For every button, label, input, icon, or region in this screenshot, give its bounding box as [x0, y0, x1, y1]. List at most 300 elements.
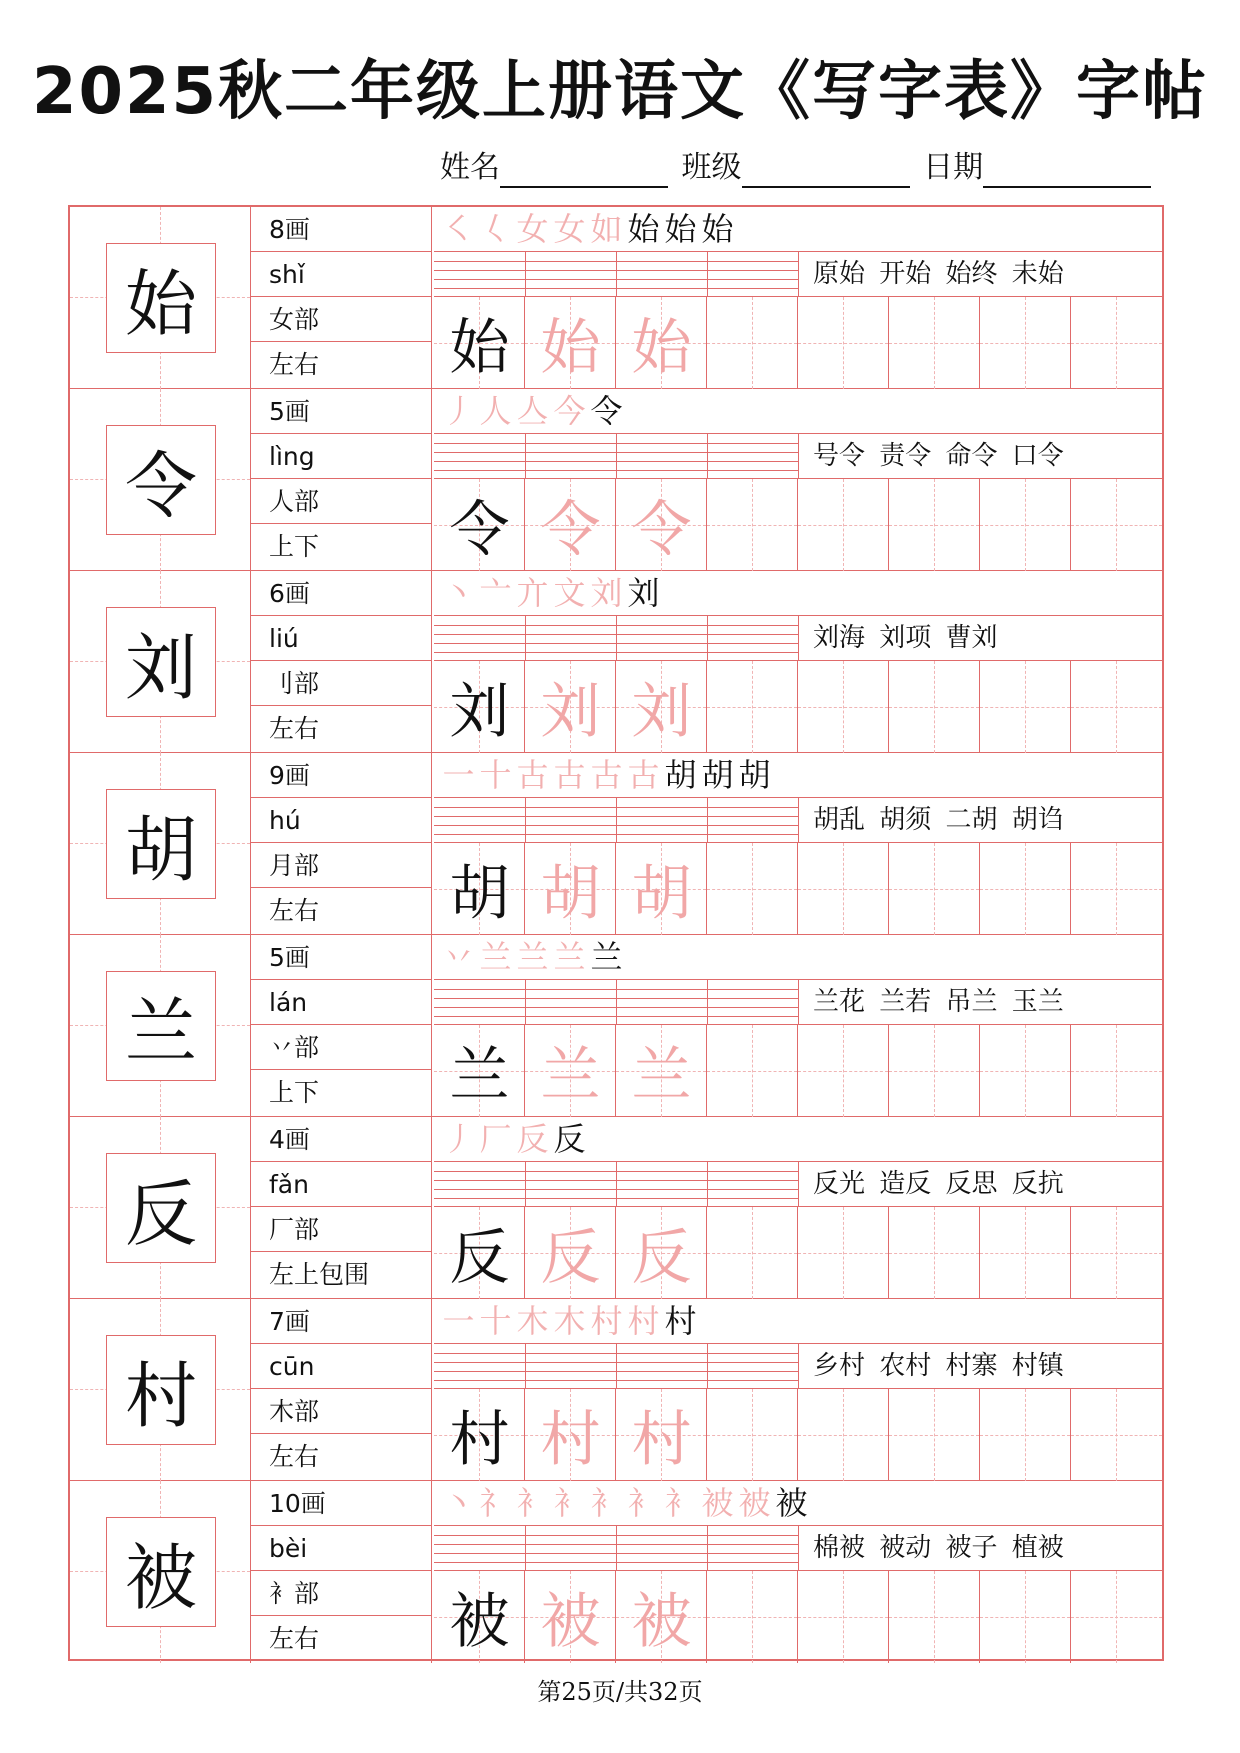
- class-label: 班级: [681, 150, 742, 185]
- writing-cell[interactable]: [798, 1389, 889, 1481]
- stroke-step: 衤: [553, 1484, 586, 1522]
- stroke-step: 十: [479, 1302, 512, 1340]
- stroke-step: 被: [738, 1484, 771, 1522]
- guide-line: [934, 479, 935, 571]
- stroke-step: 古: [553, 756, 586, 794]
- stroke-step: 始: [664, 210, 697, 248]
- writing-cell[interactable]: [525, 1389, 616, 1481]
- guide-line: [752, 1389, 753, 1481]
- pinyin-divider: [525, 798, 526, 842]
- pinyin: lán: [251, 980, 431, 1025]
- model-char: 被: [106, 1517, 216, 1627]
- writing-cell[interactable]: [1071, 479, 1162, 571]
- guide-line: [934, 1207, 935, 1299]
- stroke-step: 丷: [442, 938, 475, 976]
- guide-line: [843, 1389, 844, 1481]
- char-info: [251, 753, 432, 935]
- writing-cell[interactable]: [525, 479, 616, 571]
- guide-line: [843, 843, 844, 935]
- pinyin-divider: [616, 252, 617, 296]
- vocab-words: 原始 开始 始终 未始: [798, 252, 1162, 297]
- trace-char: 刘: [631, 677, 692, 747]
- writing-cell[interactable]: [889, 1025, 980, 1117]
- pinyin-divider: [616, 1344, 617, 1388]
- stroke-step: 胡: [664, 756, 697, 794]
- stroke-count: 9画: [251, 753, 431, 798]
- stroke-step: 兰: [479, 938, 512, 976]
- example-char: 村: [449, 1405, 510, 1475]
- pinyin-divider: [525, 1162, 526, 1206]
- guide-line: [1116, 843, 1117, 935]
- stroke-order: [434, 571, 1162, 616]
- writing-cell[interactable]: [434, 297, 525, 389]
- page-title: 2025秋二年级上册语文《写字表》字帖: [31, 55, 1209, 129]
- writing-cell[interactable]: [1071, 297, 1162, 389]
- writing-cell[interactable]: [525, 843, 616, 935]
- trace-char: 胡: [540, 859, 601, 929]
- pinyin-divider: [707, 252, 708, 296]
- pinyin-divider: [616, 798, 617, 842]
- radical: 刂部: [251, 661, 431, 706]
- writing-cell[interactable]: [889, 297, 980, 389]
- guide-line: [752, 1571, 753, 1663]
- pinyin-lines[interactable]: [434, 798, 798, 843]
- char-row: [70, 207, 1162, 389]
- writing-cell[interactable]: [889, 843, 980, 935]
- writing-cell[interactable]: [616, 1571, 707, 1663]
- stroke-step: 兰: [553, 938, 586, 976]
- pinyin: hú: [251, 798, 431, 843]
- stroke-step: 𡿨: [479, 210, 512, 248]
- pinyin-divider: [616, 616, 617, 660]
- structure: 左右: [269, 350, 320, 379]
- example-char: 被: [449, 1587, 510, 1657]
- guide-line: [1025, 479, 1026, 571]
- writing-cell[interactable]: [616, 843, 707, 935]
- name-label: 姓名: [440, 150, 500, 185]
- model-char-cell: [70, 571, 251, 753]
- char-row: [70, 753, 1162, 935]
- stroke-step: 始: [627, 210, 660, 248]
- structure: 左右: [269, 1442, 320, 1471]
- radical: 衤部: [251, 1571, 431, 1616]
- stroke-count: 5画: [251, 389, 431, 434]
- char-row: [70, 571, 1162, 753]
- writing-cell[interactable]: [707, 479, 798, 571]
- stroke-step: 礻: [479, 1484, 512, 1522]
- writing-cell[interactable]: [616, 661, 707, 753]
- trace-char: 始: [540, 313, 601, 383]
- guide-line: [1116, 1207, 1117, 1299]
- stroke-step: ㇛: [442, 210, 475, 248]
- writing-cell[interactable]: [980, 1207, 1071, 1299]
- writing-cell[interactable]: [616, 1207, 707, 1299]
- stroke-step: 木: [553, 1302, 586, 1340]
- char-row: [70, 935, 1162, 1117]
- structure: 上下: [269, 1078, 320, 1107]
- writing-cell[interactable]: [798, 1207, 889, 1299]
- stroke-step: 一: [442, 756, 475, 794]
- guide-line: [752, 479, 753, 571]
- stroke-step: 被: [775, 1484, 808, 1522]
- stroke-step: 村: [590, 1302, 623, 1340]
- stroke-order: [434, 207, 1162, 252]
- stroke-step: 亼: [516, 392, 549, 430]
- model-char-cell: [70, 207, 251, 389]
- char-row: [70, 389, 1162, 571]
- writing-cell[interactable]: [980, 297, 1071, 389]
- class-blank[interactable]: [742, 152, 910, 188]
- stroke-order: [434, 1481, 1162, 1526]
- stroke-step: 亣: [516, 574, 549, 612]
- writing-cell[interactable]: [980, 661, 1071, 753]
- stroke-step: 衤: [627, 1484, 660, 1522]
- model-char: 村: [106, 1335, 216, 1445]
- stroke-count: 10画: [251, 1481, 431, 1526]
- writing-cell[interactable]: [525, 1207, 616, 1299]
- writing-cell[interactable]: [980, 1571, 1071, 1663]
- stroke-order: [434, 389, 1162, 434]
- stroke-step: 反: [553, 1120, 586, 1158]
- pinyin-divider: [707, 1344, 708, 1388]
- trace-char: 刘: [540, 677, 601, 747]
- writing-grid: [434, 479, 1162, 571]
- vocab-words: 胡乱 胡须 二胡 胡诌: [798, 798, 1162, 843]
- stroke-step: 今: [553, 392, 586, 430]
- writing-grid: [434, 1571, 1162, 1663]
- trace-char: 反: [540, 1223, 601, 1293]
- writing-cell[interactable]: [1071, 843, 1162, 935]
- stroke-step: 亠: [479, 574, 512, 612]
- writing-cell[interactable]: [434, 843, 525, 935]
- stroke-count: 8画: [251, 207, 431, 252]
- writing-cell[interactable]: [980, 843, 1071, 935]
- pinyin-divider: [525, 1526, 526, 1570]
- guide-line: [934, 661, 935, 753]
- stroke-step: 一: [442, 1302, 475, 1340]
- pinyin: cūn: [251, 1344, 431, 1389]
- guide-line: [843, 1571, 844, 1663]
- guide-line: [1116, 1389, 1117, 1481]
- model-char-cell: [70, 389, 251, 571]
- writing-cell[interactable]: [707, 1207, 798, 1299]
- writing-cell[interactable]: [616, 479, 707, 571]
- writing-cell[interactable]: [434, 1207, 525, 1299]
- stroke-order: [434, 753, 1162, 798]
- pinyin-divider: [707, 616, 708, 660]
- stroke-step: 丿: [442, 1120, 475, 1158]
- structure: 左右: [269, 896, 320, 925]
- stroke-step: 文: [553, 574, 586, 612]
- trace-char: 胡: [631, 859, 692, 929]
- trace-char: 村: [540, 1405, 601, 1475]
- name-blank[interactable]: [500, 152, 668, 188]
- guide-line: [1116, 297, 1117, 389]
- guide-line: [752, 297, 753, 389]
- char-info: [251, 1299, 432, 1481]
- trace-char: 村: [631, 1405, 692, 1475]
- guide-line: [1025, 1389, 1026, 1481]
- writing-cell[interactable]: [1071, 661, 1162, 753]
- guide-line: [1025, 297, 1026, 389]
- guide-line: [934, 297, 935, 389]
- stroke-step: 古: [516, 756, 549, 794]
- guide-line: [1116, 479, 1117, 571]
- writing-cell[interactable]: [889, 1389, 980, 1481]
- pinyin: shǐ: [251, 252, 431, 297]
- stroke-step: 兰: [516, 938, 549, 976]
- stroke-step: 人: [479, 392, 512, 430]
- pinyin-divider: [525, 616, 526, 660]
- radical: 木部: [251, 1389, 431, 1434]
- writing-cell[interactable]: [798, 479, 889, 571]
- stroke-step: 衤: [664, 1484, 697, 1522]
- pinyin: bèi: [251, 1526, 431, 1571]
- radical: 人部: [251, 479, 431, 524]
- trace-char: 令: [631, 495, 692, 565]
- writing-cell[interactable]: [707, 1025, 798, 1117]
- vocab-words: 号令 责令 命令 口令: [798, 434, 1162, 479]
- writing-cell[interactable]: [889, 1207, 980, 1299]
- model-char: 胡: [106, 789, 216, 899]
- stroke-step: 反: [516, 1120, 549, 1158]
- guide-line: [752, 843, 753, 935]
- trace-char: 令: [540, 495, 601, 565]
- writing-cell[interactable]: [707, 297, 798, 389]
- vocab-words: 刘海 刘项 曹刘: [798, 616, 1162, 661]
- trace-char: 被: [540, 1587, 601, 1657]
- writing-cell[interactable]: [434, 479, 525, 571]
- writing-cell[interactable]: [616, 297, 707, 389]
- guide-line: [752, 1207, 753, 1299]
- guide-line: [843, 1207, 844, 1299]
- stroke-count: 5画: [251, 935, 431, 980]
- writing-cell[interactable]: [1071, 1389, 1162, 1481]
- pinyin-divider: [707, 434, 708, 478]
- page-number: 第25页/共32页: [537, 1678, 703, 1706]
- writing-cell[interactable]: [798, 661, 889, 753]
- writing-cell[interactable]: [434, 1389, 525, 1481]
- structure: 上下: [269, 532, 320, 561]
- writing-cell[interactable]: [798, 297, 889, 389]
- writing-cell[interactable]: [525, 1571, 616, 1663]
- stroke-step: 村: [627, 1302, 660, 1340]
- pinyin-lines[interactable]: [434, 1162, 798, 1207]
- example-char: 令: [449, 495, 510, 565]
- writing-cell[interactable]: [1071, 1571, 1162, 1663]
- pinyin-divider: [707, 798, 708, 842]
- writing-grid: [434, 1389, 1162, 1481]
- vocab-words: 棉被 被动 被子 植被: [798, 1526, 1162, 1571]
- writing-cell[interactable]: [525, 1025, 616, 1117]
- pinyin-divider: [616, 1162, 617, 1206]
- stroke-step: 古: [590, 756, 623, 794]
- pinyin-divider: [707, 980, 708, 1024]
- guide-line: [934, 1571, 935, 1663]
- stroke-step: 刘: [627, 574, 660, 612]
- structure: 左右: [269, 1624, 320, 1653]
- pinyin-divider: [525, 980, 526, 1024]
- pinyin-divider: [525, 434, 526, 478]
- char-info: [251, 207, 432, 389]
- guide-line: [843, 297, 844, 389]
- guide-line: [1116, 661, 1117, 753]
- writing-grid: [434, 1207, 1162, 1299]
- date-blank[interactable]: [983, 152, 1151, 188]
- stroke-step: 丶: [442, 1484, 475, 1522]
- stroke-order: [434, 1299, 1162, 1344]
- writing-grid: [434, 661, 1162, 753]
- structure: 左右: [269, 714, 320, 743]
- writing-cell[interactable]: [525, 661, 616, 753]
- writing-cell[interactable]: [434, 1571, 525, 1663]
- guide-line: [1025, 1207, 1026, 1299]
- guide-line: [843, 479, 844, 571]
- guide-line: [934, 1025, 935, 1117]
- stroke-step: 厂: [479, 1120, 512, 1158]
- writing-cell[interactable]: [889, 661, 980, 753]
- writing-cell[interactable]: [798, 1571, 889, 1663]
- radical: 女部: [251, 297, 431, 342]
- writing-cell[interactable]: [616, 1389, 707, 1481]
- stroke-step: 十: [479, 756, 512, 794]
- pinyin-divider: [525, 252, 526, 296]
- model-char: 兰: [106, 971, 216, 1081]
- writing-cell[interactable]: [434, 661, 525, 753]
- writing-grid: [434, 843, 1162, 935]
- writing-grid: [434, 1025, 1162, 1117]
- stroke-step: 胡: [738, 756, 771, 794]
- example-char: 反: [449, 1223, 510, 1293]
- char-row: [70, 1481, 1162, 1663]
- writing-cell[interactable]: [1071, 1207, 1162, 1299]
- pinyin-divider: [707, 1162, 708, 1206]
- writing-cell[interactable]: [707, 843, 798, 935]
- pinyin-lines[interactable]: [434, 980, 798, 1025]
- stroke-step: 木: [516, 1302, 549, 1340]
- guide-line: [752, 1025, 753, 1117]
- stroke-step: 令: [590, 392, 623, 430]
- guide-line: [1025, 1025, 1026, 1117]
- pinyin: liú: [251, 616, 431, 661]
- pinyin-lines[interactable]: [434, 434, 798, 479]
- guide-line: [934, 843, 935, 935]
- practice-sheet: [68, 205, 1164, 1661]
- trace-char: 兰: [540, 1041, 601, 1111]
- writing-grid: [434, 297, 1162, 389]
- pinyin-lines[interactable]: [434, 252, 798, 297]
- stroke-step: 衤: [516, 1484, 549, 1522]
- radical: 月部: [251, 843, 431, 888]
- model-char-cell: [70, 753, 251, 935]
- trace-char: 被: [631, 1587, 692, 1657]
- student-info: [440, 148, 1155, 188]
- guide-line: [752, 661, 753, 753]
- radical: 厂部: [251, 1207, 431, 1252]
- pinyin-divider: [525, 1344, 526, 1388]
- writing-cell[interactable]: [980, 1025, 1071, 1117]
- stroke-step: 如: [590, 210, 623, 248]
- writing-cell[interactable]: [707, 1571, 798, 1663]
- pinyin-divider: [616, 434, 617, 478]
- writing-cell[interactable]: [889, 479, 980, 571]
- model-char: 始: [106, 243, 216, 353]
- example-char: 始: [449, 313, 510, 383]
- pinyin-lines[interactable]: [434, 1526, 798, 1571]
- writing-cell[interactable]: [798, 843, 889, 935]
- stroke-step: 丶: [442, 574, 475, 612]
- writing-cell[interactable]: [707, 661, 798, 753]
- trace-char: 反: [631, 1223, 692, 1293]
- example-char: 刘: [449, 677, 510, 747]
- trace-char: 始: [631, 313, 692, 383]
- writing-cell[interactable]: [798, 1025, 889, 1117]
- guide-line: [1025, 1571, 1026, 1663]
- guide-line: [843, 661, 844, 753]
- char-info: [251, 389, 432, 571]
- stroke-step: 被: [701, 1484, 734, 1522]
- vocab-words: 反光 造反 反思 反抗: [798, 1162, 1162, 1207]
- structure: 左上包围: [269, 1260, 370, 1289]
- model-char-cell: [70, 935, 251, 1117]
- stroke-count: 4画: [251, 1117, 431, 1162]
- model-char-cell: [70, 1299, 251, 1481]
- model-char: 反: [106, 1153, 216, 1263]
- stroke-step: 女: [516, 210, 549, 248]
- stroke-count: 7画: [251, 1299, 431, 1344]
- vocab-words: 兰花 兰若 吊兰 玉兰: [798, 980, 1162, 1025]
- example-char: 胡: [449, 859, 510, 929]
- example-char: 兰: [449, 1041, 510, 1111]
- writing-cell[interactable]: [980, 1389, 1071, 1481]
- stroke-order: [434, 935, 1162, 980]
- writing-cell[interactable]: [980, 479, 1071, 571]
- stroke-step: 刘: [590, 574, 623, 612]
- trace-char: 兰: [631, 1041, 692, 1111]
- guide-line: [1116, 1025, 1117, 1117]
- pinyin-divider: [707, 1526, 708, 1570]
- pinyin-lines[interactable]: [434, 1344, 798, 1389]
- guide-line: [1025, 843, 1026, 935]
- radical: 丷部: [251, 1025, 431, 1070]
- writing-cell[interactable]: [1071, 1025, 1162, 1117]
- char-info: [251, 1117, 432, 1299]
- writing-cell[interactable]: [616, 1025, 707, 1117]
- char-info: [251, 571, 432, 753]
- char-info: [251, 935, 432, 1117]
- stroke-count: 6画: [251, 571, 431, 616]
- vocab-words: 乡村 农村 村寨 村镇: [798, 1344, 1162, 1389]
- writing-cell[interactable]: [434, 1025, 525, 1117]
- stroke-step: 胡: [701, 756, 734, 794]
- guide-line: [1025, 661, 1026, 753]
- guide-line: [934, 1389, 935, 1481]
- stroke-step: 兰: [590, 938, 623, 976]
- stroke-step: 丿: [442, 392, 475, 430]
- stroke-step: 女: [553, 210, 586, 248]
- pinyin-divider: [616, 980, 617, 1024]
- model-char-cell: [70, 1117, 251, 1299]
- guide-line: [1116, 1571, 1117, 1663]
- writing-cell[interactable]: [525, 297, 616, 389]
- writing-cell[interactable]: [707, 1389, 798, 1481]
- char-row: [70, 1299, 1162, 1481]
- pinyin-lines[interactable]: [434, 616, 798, 661]
- writing-cell[interactable]: [889, 1571, 980, 1663]
- model-char-cell: [70, 1481, 251, 1663]
- char-info: [251, 1481, 432, 1663]
- pinyin: lìng: [251, 434, 431, 479]
